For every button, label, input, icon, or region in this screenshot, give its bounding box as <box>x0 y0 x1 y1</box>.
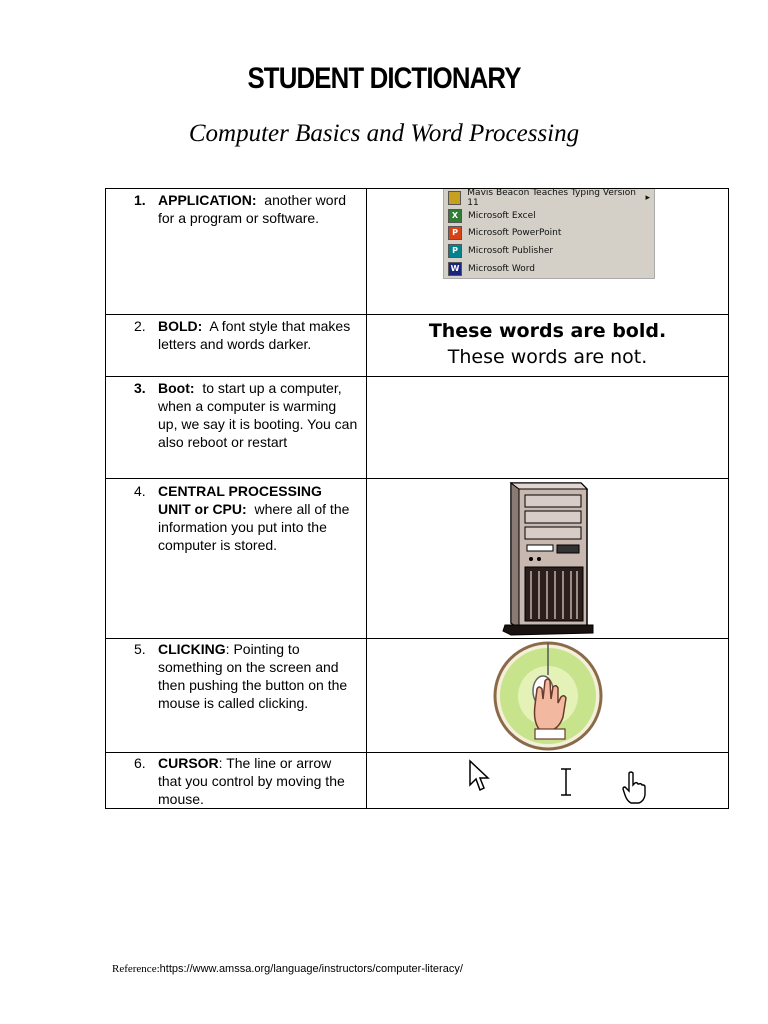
entry-definition: another word for a program or software. <box>158 192 347 226</box>
menu-item: Mavis Beacon Teaches Typing Version 11 ▸ <box>444 189 654 207</box>
entry-bold <box>106 315 366 353</box>
table-row <box>106 479 729 639</box>
page-subtitle: Computer Basics and Word Processing <box>188 120 580 147</box>
text-cursor-icon <box>558 767 574 797</box>
typing-icon <box>448 191 461 205</box>
entry-number: 1. <box>134 192 146 208</box>
word-icon: W <box>448 262 462 276</box>
entry-number: 2. <box>134 318 146 334</box>
entry-definition: where all of the information you put into the computer is stored. <box>158 501 350 553</box>
menu-item: W Microsoft Word <box>444 260 654 278</box>
entry-term: CENTRAL PROCESSING UNIT or CPU: <box>158 483 322 517</box>
entry-term: CLICKING <box>158 641 226 657</box>
entry-number: 4. <box>134 483 146 499</box>
page-title: STUDENT DICTIONARY <box>247 62 521 95</box>
publisher-icon: P <box>448 244 462 258</box>
program-menu <box>443 189 655 279</box>
entry-definition: : The line or arrow that you control by moving the mouse. <box>158 755 345 807</box>
entry-definition: A font style that makes letters and words darker. <box>158 318 351 352</box>
entry-cursor <box>106 753 366 808</box>
bold-example-text: These words are bold. <box>428 320 667 342</box>
table-row <box>106 189 729 315</box>
entry-number: 3. <box>134 380 146 396</box>
entry-term: CURSOR <box>158 755 219 771</box>
reference-url: https://www.amssa.org/language/instructors/computer-literacy/ <box>159 963 463 975</box>
menu-item: P Microsoft Publisher <box>444 242 654 260</box>
entry-definition: : Pointing to something on the screen and then pushing the button on the mouse is called clicking. <box>158 641 348 711</box>
dictionary-table <box>105 188 729 809</box>
entry-clicking <box>106 639 366 712</box>
hand-cursor-icon <box>621 771 649 805</box>
table-row <box>106 639 729 753</box>
table-row <box>106 315 729 377</box>
entry-definition: to start up a computer, when a computer is warming up, we say it is booting. You can also reboot or restart <box>158 380 358 450</box>
powerpoint-icon: P <box>448 226 462 240</box>
plain-example-text: These words are not. <box>447 346 648 368</box>
entry-term: APPLICATION: <box>158 192 257 208</box>
submenu-arrow-icon: ▸ <box>645 192 650 203</box>
reference-label: Reference: <box>112 963 160 975</box>
entry-term: BOLD: <box>158 318 203 334</box>
reference <box>112 963 463 975</box>
arrow-cursor-icon <box>468 759 490 793</box>
menu-item: X Microsoft Excel <box>444 207 654 225</box>
entry-cpu <box>106 479 366 554</box>
table-row <box>106 377 729 479</box>
computer-tower-icon <box>497 479 597 639</box>
entry-number: 5. <box>134 641 146 657</box>
entry-number: 6. <box>134 755 146 771</box>
entry-term: Boot: <box>158 380 195 396</box>
entry-application <box>106 189 366 227</box>
entry-boot <box>106 377 366 451</box>
table-row <box>106 753 729 809</box>
menu-item: P Microsoft PowerPoint <box>444 225 654 243</box>
mouse-click-icon <box>491 641 605 751</box>
excel-icon: X <box>448 209 462 223</box>
